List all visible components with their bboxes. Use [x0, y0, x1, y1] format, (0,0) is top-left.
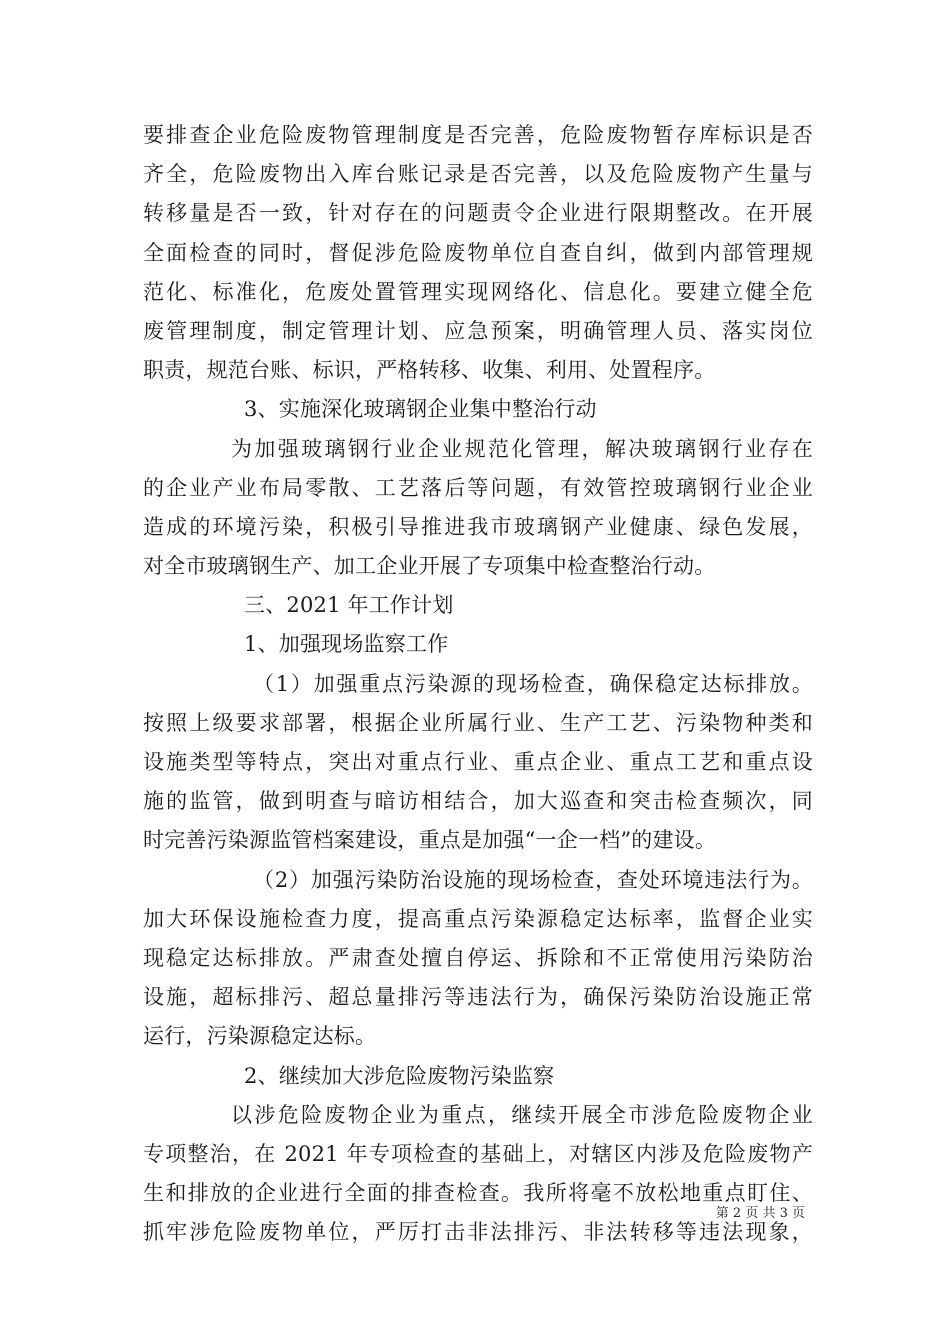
text-line: 抓牢涉危险废物单位，严厉打击非法排污、非法转移等违法现象， — [143, 1220, 813, 1245]
text-line: 范化、标准化，危废处置管理实现网络化、信息化。要建立健全危 — [143, 279, 813, 304]
text-line: 要排查企业危险废物管理制度是否完善，危险废物暂存库标识是否 — [143, 123, 813, 147]
text-line: 的企业产业布局零散、工艺落后等问题，有效管控玻璃钢行业企业 — [143, 475, 813, 500]
text-line: 专项整治，在 2021 年专项检查的基础上，对辖区内涉及危险废物产 — [143, 1141, 813, 1166]
text-line: 三、2021 年工作计划 — [244, 593, 454, 618]
text-line: 运行，污染源稳定达标。 — [143, 1024, 377, 1049]
text-line: 造成的环境污染，积极引导推进我市玻璃钢产业健康、绿色发展， — [143, 514, 813, 539]
text-line: 齐全，危险废物出入库台账记录是否完善，以及危险废物产生量与 — [143, 162, 813, 187]
text-line: （1）加强重点污染源的现场检查，确保稳定达标排放。 — [253, 671, 813, 696]
text-line: 对全市玻璃钢生产、加工企业开展了专项集中检查整治行动。 — [143, 554, 716, 579]
page-number: 第 2 页 共 3 页 — [715, 1206, 805, 1221]
text-line: 废管理制度，制定管理计划、应急预案，明确管理人员、落实岗位 — [143, 318, 813, 343]
text-line: 3、实施深化玻璃钢企业集中整治行动 — [244, 397, 597, 422]
text-line: 转移量是否一致，针对存在的问题责令企业进行限期整改。在开展 — [143, 201, 813, 226]
text-line: 加大环保设施检查力度，提高重点污染源稳定达标率，监督企业实 — [143, 906, 813, 931]
text-line: 全面检查的同时，督促涉危险废物单位自查自纠，做到内部管理规 — [143, 240, 813, 265]
document-body — [143, 116, 813, 1252]
text-line: 2、继续加大涉危险废物污染监察 — [244, 1063, 555, 1088]
text-line: 现稳定达标排放。严肃查处擅自停运、拆除和不正常使用污染防治 — [143, 945, 813, 970]
text-line: 生和排放的企业进行全面的排查检查。我所将毫不放松地重点盯住、 — [143, 1181, 813, 1206]
text-line: 时完善污染源监管档案建设，重点是加强“一企一档”的建设。 — [143, 828, 717, 853]
text-line: 施的监管，做到明查与暗访相结合，加大巡查和突击检查频次，同 — [143, 789, 813, 814]
text-line: （2）加强污染防治设施的现场检查，查处环境违法行为。 — [253, 867, 813, 892]
text-line: 按照上级要求部署，根据企业所属行业、生产工艺、污染物种类和 — [143, 710, 813, 735]
text-line: 1、加强现场监察工作 — [244, 632, 449, 657]
text-line: 职责，规范台账、标识，严格转移、收集、利用、处置程序。 — [143, 358, 716, 383]
text-line: 以涉危险废物企业为重点，继续开展全市涉危险废物企业 — [231, 1102, 813, 1127]
text-line: 设施类型等特点，突出对重点行业、重点企业、重点工艺和重点设 — [143, 750, 813, 774]
text-line: 为加强玻璃钢行业企业规范化管理，解决玻璃钢行业存在 — [231, 436, 813, 461]
text-line: 设施，超标排污、超总量排污等违法行为，确保污染防治设施正常 — [143, 985, 813, 1010]
